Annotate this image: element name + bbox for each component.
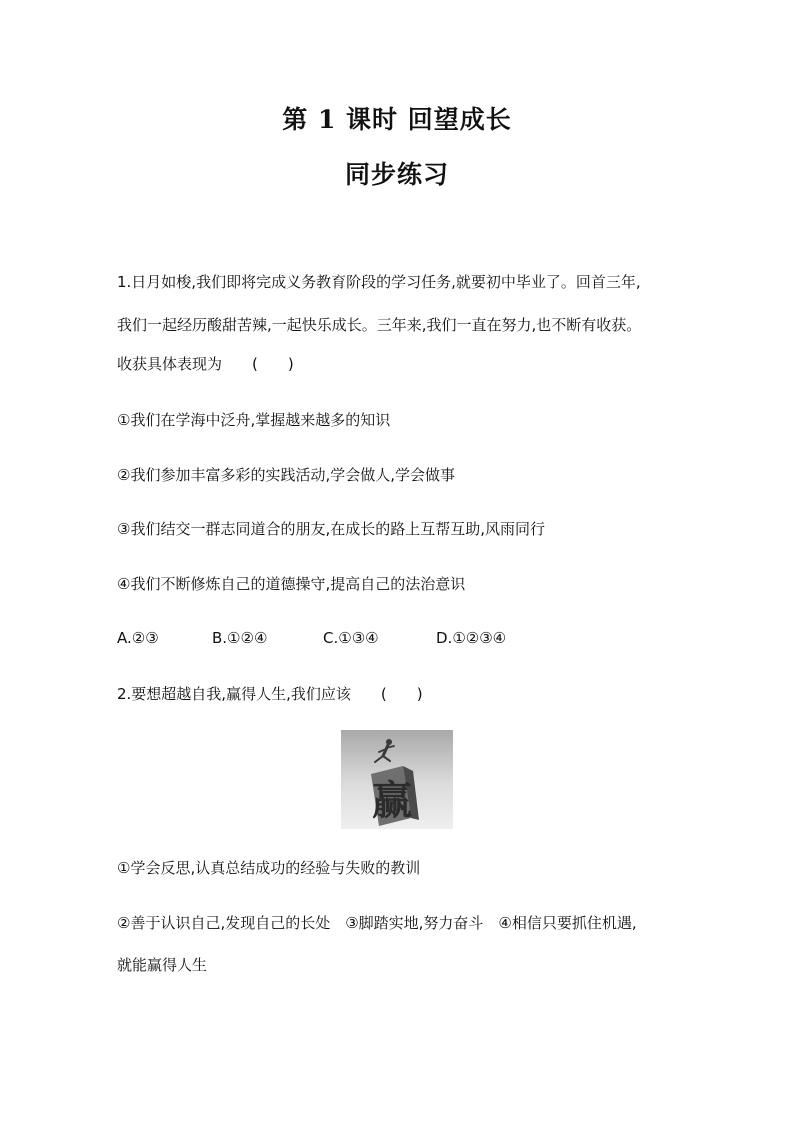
win-character: 赢 bbox=[372, 778, 412, 824]
q2-item-1: ①学会反思,认真总结成功的经验与失败的教训 bbox=[117, 859, 421, 877]
q1-item-4: ④我们不断修炼自己的道德操守,提高自己的法治意识 bbox=[117, 575, 466, 593]
page-subtitle: 同步练习 bbox=[344, 160, 449, 189]
q2-stem: 2.要想超越自我,赢得人生,我们应该 ( ) bbox=[117, 685, 423, 703]
q1-stem-line-2: 我们一起经历酸甜苦辣,一起快乐成长。三年来,我们一直在努力,也不断有收获。 bbox=[117, 316, 642, 334]
q1-stem-line-3: 收获具体表现为 ( ) bbox=[117, 355, 294, 373]
q1-item-3: ③我们结交一群志同道合的朋友,在成长的路上互帮互助,风雨同行 bbox=[117, 520, 545, 538]
win-character-image bbox=[341, 730, 453, 829]
q1-option-c: C.①③④ bbox=[323, 629, 379, 647]
q1-item-1: ①我们在学海中泛舟,掌握越来越多的知识 bbox=[117, 411, 391, 429]
q1-stem-line-1: 1.日月如梭,我们即将完成义务教育阶段的学习任务,就要初中毕业了。回首三年, bbox=[117, 273, 641, 291]
q1-option-b: B.①②④ bbox=[212, 629, 268, 647]
q1-option-d: D.①②③④ bbox=[436, 629, 507, 647]
page-title: 第 1 课时 回望成长 bbox=[282, 105, 512, 134]
q1-option-a: A.②③ bbox=[117, 629, 159, 647]
q1-item-2: ②我们参加丰富多彩的实践活动,学会做人,学会做事 bbox=[117, 466, 455, 484]
q2-item-2: ②善于认识自己,发现自己的长处 ③脚踏实地,努力奋斗 ④相信只要抓住机遇, bbox=[117, 914, 637, 932]
q2-item-3: 就能赢得人生 bbox=[117, 956, 208, 974]
